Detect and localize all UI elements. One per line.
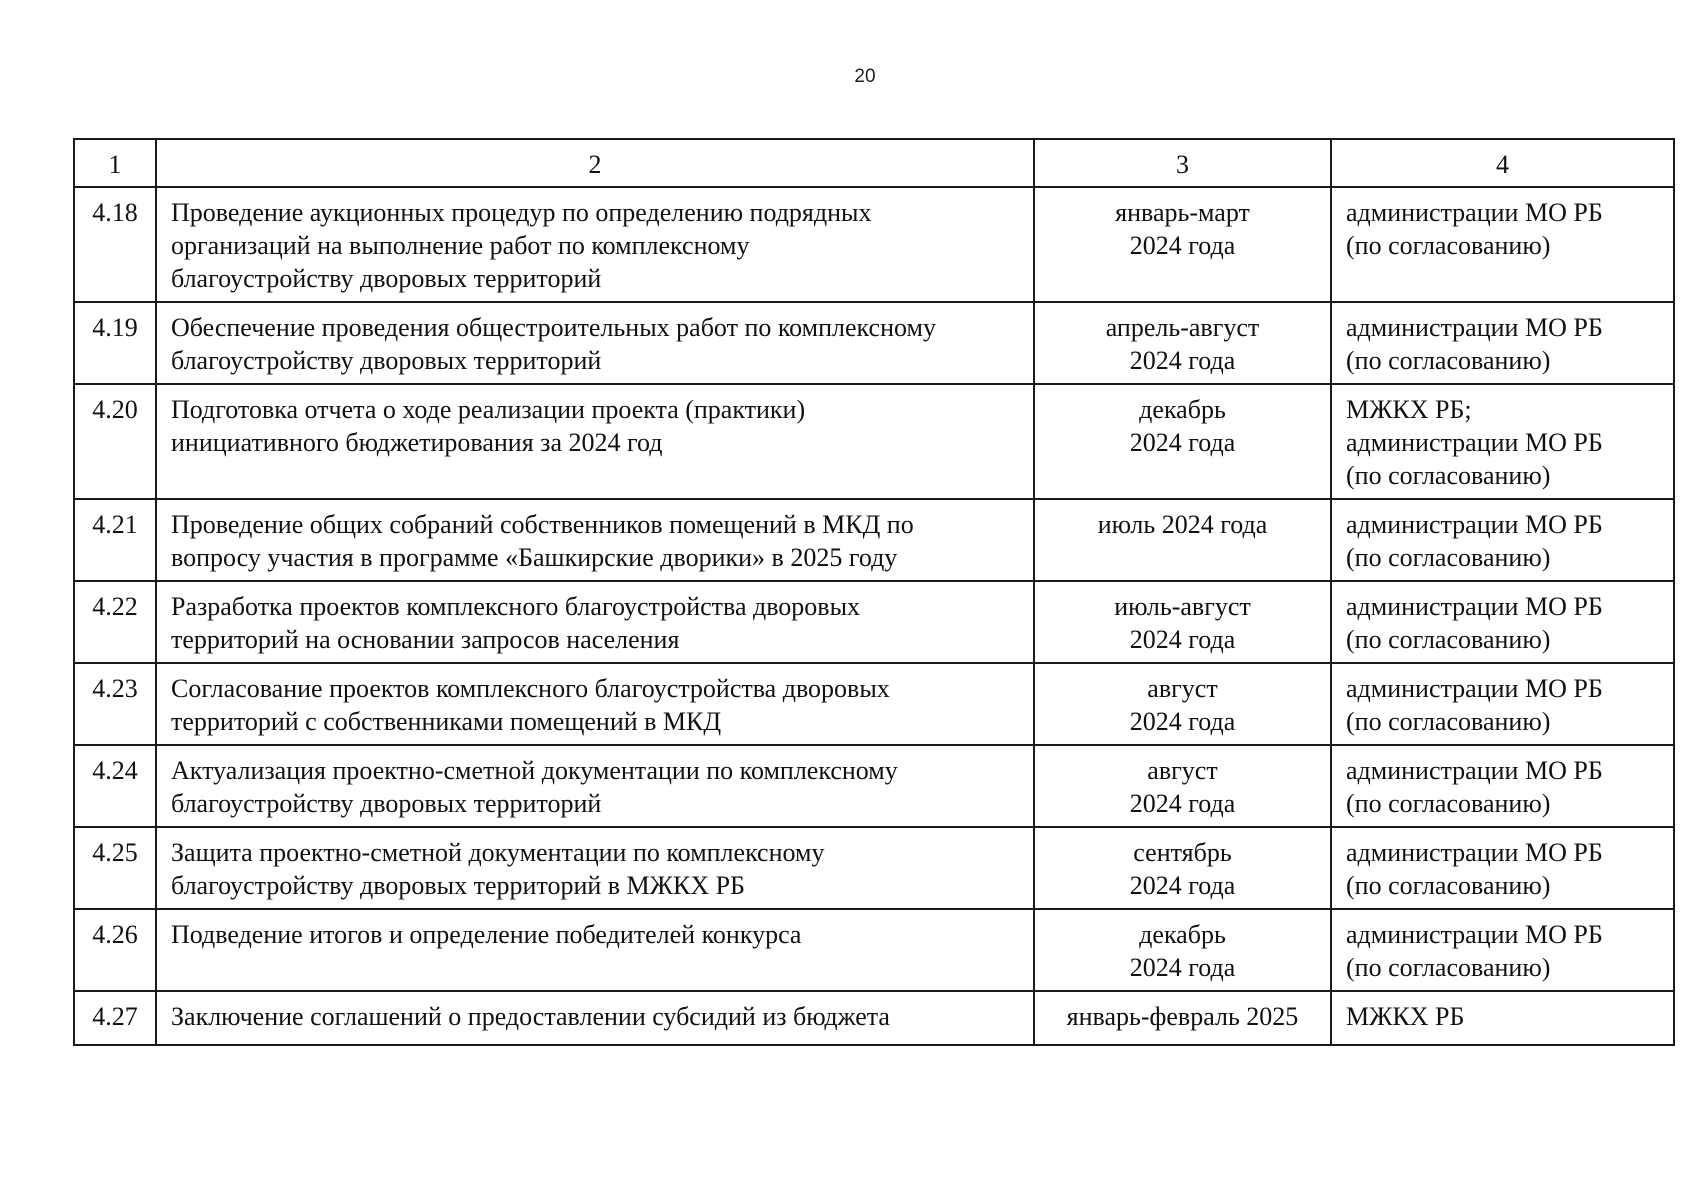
- row-title-line: Обеспечение проведения общестроительных работ по комплексному: [171, 313, 936, 342]
- row-number-cell: 4.23: [74, 663, 156, 745]
- row-term-cell: [1034, 384, 1331, 499]
- row-responsible-cell: [1331, 745, 1674, 827]
- row-responsible-line: администрации МО РБ: [1346, 920, 1603, 949]
- row-title-line: инициативного бюджетирования за 2024 год: [171, 428, 663, 457]
- row-responsible-cell: [1331, 302, 1674, 384]
- row-responsible-cell: [1331, 909, 1674, 991]
- row-title-cell: [156, 187, 1034, 302]
- row-title-line: Согласование проектов комплексного благоустройства дворовых: [171, 674, 890, 703]
- row-title-line: благоустройству дворовых территорий в МЖКХ РБ: [171, 871, 745, 900]
- row-term-line: 2024 года: [1129, 707, 1236, 736]
- row-term-cell: [1034, 745, 1331, 827]
- row-title-line: территорий на основании запросов населения: [171, 625, 680, 654]
- table-row: [74, 302, 1674, 384]
- row-responsible-cell: [1331, 499, 1674, 581]
- row-term-cell: [1034, 302, 1331, 384]
- row-responsible-line: администрации МО РБ: [1346, 838, 1603, 867]
- row-term-line: 2024 года: [1129, 231, 1236, 260]
- row-number-cell: 4.22: [74, 581, 156, 663]
- row-title-cell: [156, 302, 1034, 384]
- row-term-cell: [1034, 909, 1331, 991]
- row-responsible-line: (по согласованию): [1346, 953, 1551, 982]
- row-responsible-line: администрации МО РБ: [1346, 428, 1603, 457]
- row-term-line: январь-февраль 2025: [1066, 1002, 1299, 1031]
- row-term-line: январь-март: [1115, 198, 1250, 227]
- row-responsible-line: (по согласованию): [1346, 231, 1551, 260]
- header-cell-responsible: 4: [1331, 139, 1674, 187]
- table-row: [74, 745, 1674, 827]
- row-term-line: 2024 года: [1129, 428, 1236, 457]
- row-title-cell: [156, 384, 1034, 499]
- row-number-cell: 4.24: [74, 745, 156, 827]
- row-title-cell: [156, 909, 1034, 991]
- table-row: [74, 663, 1674, 745]
- table-row: [74, 187, 1674, 302]
- row-number-cell: 4.18: [74, 187, 156, 302]
- row-title-line: Проведение аукционных процедур по определению подрядных: [171, 198, 872, 227]
- row-responsible-line: (по согласованию): [1346, 346, 1551, 375]
- row-responsible-line: МЖКХ РБ;: [1346, 395, 1472, 424]
- row-responsible-line: (по согласованию): [1346, 789, 1551, 818]
- row-term-line: 2024 года: [1129, 789, 1236, 818]
- row-term-cell: [1034, 827, 1331, 909]
- row-term-line: апрель-август: [1105, 313, 1260, 342]
- row-term-line: 2024 года: [1129, 871, 1236, 900]
- row-term-line: 2024 года: [1129, 953, 1236, 982]
- row-title-line: территорий с собственниками помещений в МКД: [171, 707, 722, 736]
- row-title-cell: [156, 745, 1034, 827]
- row-responsible-line: администрации МО РБ: [1346, 756, 1603, 785]
- row-title-line: Заключение соглашений о предоставлении субсидий из бюджета: [171, 1002, 890, 1031]
- row-term-line: декабрь: [1139, 395, 1226, 424]
- row-responsible-line: администрации МО РБ: [1346, 510, 1603, 539]
- header-cell-term: 3: [1034, 139, 1331, 187]
- row-responsible-cell: [1331, 187, 1674, 302]
- page-number: 20: [854, 66, 876, 87]
- activity-table: [73, 138, 1675, 1046]
- table-row: [74, 499, 1674, 581]
- row-term-line: июль 2024 года: [1097, 510, 1268, 539]
- row-term-line: 2024 года: [1129, 346, 1236, 375]
- row-title-line: организаций на выполнение работ по комплексному: [171, 231, 750, 260]
- row-number-cell: 4.25: [74, 827, 156, 909]
- row-term-line: декабрь: [1139, 920, 1226, 949]
- row-responsible-cell: [1331, 581, 1674, 663]
- row-title-cell: [156, 663, 1034, 745]
- row-title-cell: [156, 827, 1034, 909]
- row-title-line: вопросу участия в программе «Башкирские дворики» в 2025 году: [171, 543, 898, 572]
- row-responsible-cell: [1331, 991, 1674, 1045]
- row-term-cell: [1034, 499, 1331, 581]
- table-row: [74, 384, 1674, 499]
- table-row: [74, 827, 1674, 909]
- table-row: [74, 581, 1674, 663]
- row-responsible-line: (по согласованию): [1346, 543, 1551, 572]
- row-title-line: благоустройству дворовых территорий: [171, 789, 602, 818]
- row-responsible-line: (по согласованию): [1346, 707, 1551, 736]
- row-term-cell: [1034, 187, 1331, 302]
- row-responsible-line: (по согласованию): [1346, 625, 1551, 654]
- row-responsible-line: администрации МО РБ: [1346, 313, 1603, 342]
- row-responsible-line: администрации МО РБ: [1346, 674, 1603, 703]
- row-term-line: август: [1147, 674, 1218, 703]
- row-responsible-line: (по согласованию): [1346, 871, 1551, 900]
- row-number-cell: 4.26: [74, 909, 156, 991]
- table-row: [74, 909, 1674, 991]
- table-header-row: [74, 139, 1674, 187]
- row-number-cell: 4.20: [74, 384, 156, 499]
- row-term-line: август: [1147, 756, 1218, 785]
- row-responsible-cell: [1331, 827, 1674, 909]
- row-title-line: благоустройству дворовых территорий: [171, 346, 602, 375]
- row-responsible-cell: [1331, 663, 1674, 745]
- row-term-cell: [1034, 663, 1331, 745]
- row-title-cell: [156, 581, 1034, 663]
- row-title-line: благоустройству дворовых территорий: [171, 264, 602, 293]
- row-term-line: 2024 года: [1129, 625, 1236, 654]
- row-title-line: Подготовка отчета о ходе реализации проекта (практики): [171, 395, 806, 424]
- row-number-cell: 4.19: [74, 302, 156, 384]
- row-title-line: Проведение общих собраний собственников помещений в МКД по: [171, 510, 914, 539]
- row-title-cell: [156, 991, 1034, 1045]
- row-responsible-cell: [1331, 384, 1674, 499]
- header-cell-title: 2: [156, 139, 1034, 187]
- row-title-line: Подведение итогов и определение победителей конкурса: [171, 920, 802, 949]
- row-term-cell: [1034, 581, 1331, 663]
- row-responsible-line: администрации МО РБ: [1346, 592, 1603, 621]
- row-title-line: Актуализация проектно-сметной документации по комплексному: [171, 756, 898, 785]
- row-title-line: Защита проектно-сметной документации по комплексному: [171, 838, 825, 867]
- row-number-cell: 4.21: [74, 499, 156, 581]
- row-term-line: сентябрь: [1133, 838, 1232, 867]
- table-row: [74, 991, 1674, 1045]
- row-responsible-line: администрации МО РБ: [1346, 198, 1603, 227]
- row-title-cell: [156, 499, 1034, 581]
- row-title-line: Разработка проектов комплексного благоустройства дворовых: [171, 592, 861, 621]
- row-responsible-line: МЖКХ РБ: [1346, 1002, 1465, 1031]
- header-cell-number: 1: [74, 139, 156, 187]
- row-term-cell: [1034, 991, 1331, 1045]
- row-term-line: июль-август: [1114, 592, 1251, 621]
- row-number-cell: 4.27: [74, 991, 156, 1045]
- row-responsible-line: (по согласованию): [1346, 461, 1551, 490]
